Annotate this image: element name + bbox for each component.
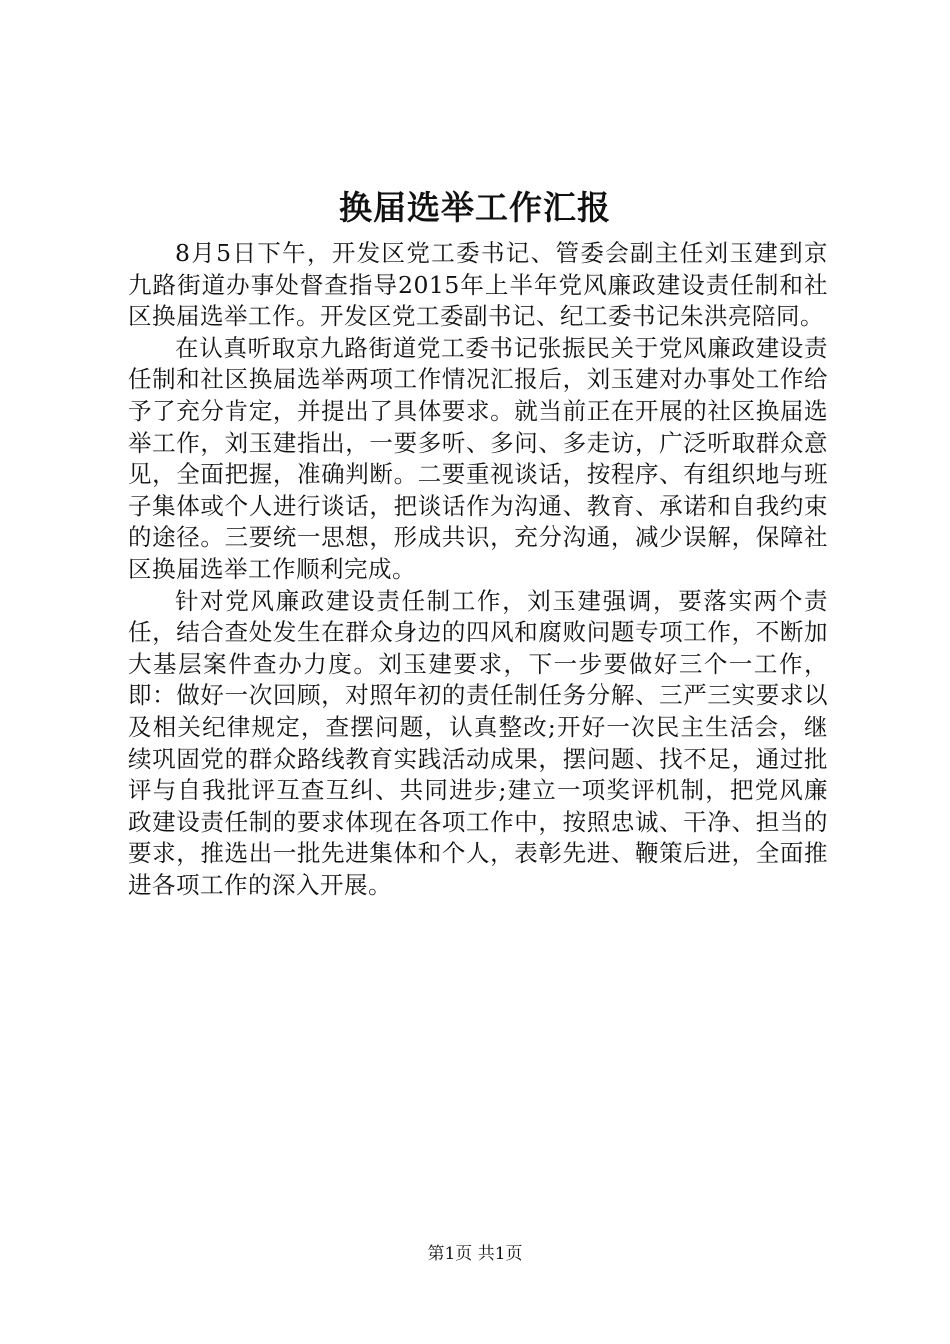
paragraph-1: 8月5日下午，开发区党工委书记、管委会副主任刘玉建到京九路街道办事处督查指导2015年上半年党风廉政建设责任制和社区换届选举工作。开发区党工委副书记、纪工委书记朱洪亮陪同。 [128, 239, 828, 331]
page-footer: 第1页 共1页 [427, 1244, 523, 1264]
paragraph-3: 针对党风廉政建设责任制工作，刘玉建强调，要落实两个责任，结合查处发生在群众身边的四风和腐败问题专项工作，不断加大基层案件查办力度。刘玉建要求，下一步要做好三个一工作，即：做好一次回顾，对照年初的责任制任务分解、三严三实要求以及相关纪律规定，查摆问题，认真整改;开好一次民主生活会，继续巩固党的群众路线教育实践活动成果，摆问题、找不足，通过批评与自我批评互查互纠、共同进步;建立一项奖评机制，把党风廉政建设责任制的要求体现在各项工作中，按照忠诚、干净、担当的要求，推选出一批先进集体和个人，表彰先进、鞭策后进，全面推进各项工作的深入开展。 [128, 586, 828, 899]
document-title: 换届选举工作汇报 [339, 188, 611, 227]
paragraph-2: 在认真听取京九路街道党工委书记张振民关于党风廉政建设责任制和社区换届选举两项工作情况汇报后，刘玉建对办事处工作给予了充分肯定，并提出了具体要求。就当前正在开展的社区换届选举工作，刘玉建指出，一要多听、多问、多走访，广泛听取群众意见，全面把握，准确判断。二要重视谈话，按程序、有组织地与班子集体或个人进行谈话，把谈话作为沟通、教育、承诺和自我约束的途径。三要统一思想，形成共识，充分沟通，减少误解，保障社区换届选举工作顺利完成。 [128, 333, 828, 583]
document-body [128, 238, 828, 901]
